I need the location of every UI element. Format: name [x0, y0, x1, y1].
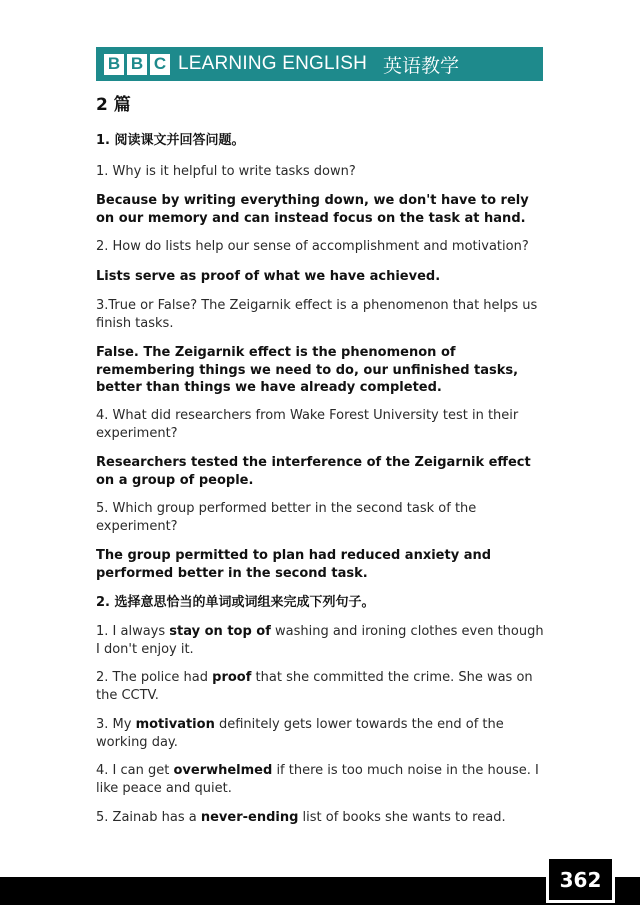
- sentence-2-term: proof: [212, 670, 252, 685]
- bbc-logo-letter: B: [104, 54, 124, 75]
- bbc-logo-letter: C: [150, 54, 170, 75]
- sentence-1-term: stay on top of: [169, 624, 271, 639]
- page-number-box: [546, 856, 615, 903]
- question-1: 1. Why is it helpful to write tasks down?: [96, 164, 356, 179]
- answer-3: False. The Zeigarnik effect is the phenomenon of remembering things we need to do, our unfinished tasks, better than things we have already completed.: [96, 345, 519, 395]
- sentence-1: [96, 623, 546, 658]
- part2-title: 2. 选择意思恰当的单词或词组来完成下列句子。: [96, 595, 375, 610]
- sentence-2-before: 2. The police had: [96, 670, 213, 685]
- sentence-1-after: washing and ironing clothes even though I don't enjoy it.: [96, 624, 544, 657]
- sentence-4-term: overwhelmed: [173, 763, 273, 778]
- part1-title: 1. 阅读课文并回答问题。: [96, 133, 245, 148]
- page-number: 362: [559, 867, 602, 892]
- sentence-3-before: 3. My: [96, 717, 136, 732]
- answer-5: The group permitted to plan had reduced anxiety and performed better in the second task.: [96, 548, 492, 581]
- sentence-5: [96, 809, 546, 827]
- question-5: 5. Which group performed better in the second task of the experiment?: [96, 501, 477, 534]
- sentence-4-after: if there is too much noise in the house. I like peace and quiet.: [96, 763, 539, 796]
- sentence-3-term: motivation: [135, 717, 215, 732]
- sentence-4-before: 4. I can get: [96, 763, 174, 778]
- sentence-5-before: 5. Zainab has a: [96, 810, 201, 825]
- brand-name-chinese: 英语教学: [383, 54, 460, 77]
- sentence-1-before: 1. I always: [96, 624, 170, 639]
- sentence-4: [96, 762, 546, 797]
- question-3: 3.True or False? The Zeigarnik effect is a phenomenon that helps us finish tasks.: [96, 298, 538, 331]
- answer-1: Because by writing everything down, we don't have to rely on our memory and can instead focus on the task at hand.: [96, 193, 529, 226]
- question-4: 4. What did researchers from Wake Forest University test in their experiment?: [96, 408, 519, 441]
- brand-name: LEARNING ENGLISH: [178, 53, 368, 74]
- sentence-5-after: list of books she wants to read.: [298, 810, 506, 825]
- section-title: 2 篇: [96, 95, 131, 115]
- question-2: 2. How do lists help our sense of accomplishment and motivation?: [96, 239, 529, 254]
- bbc-logo-letter: B: [127, 54, 147, 75]
- bbc-learning-english-banner: [96, 47, 543, 81]
- bbc-logo: [104, 54, 170, 75]
- sentence-2: [96, 669, 546, 704]
- sentence-3-after: definitely gets lower towards the end of the working day.: [96, 717, 504, 750]
- sentence-2-after: that she committed the crime. She was on the CCTV.: [96, 670, 533, 703]
- sentence-3: [96, 716, 546, 751]
- footer-bar: [0, 877, 640, 905]
- sentence-5-term: never-ending: [200, 810, 299, 825]
- answer-2: Lists serve as proof of what we have achieved.: [96, 269, 441, 284]
- answer-4: Researchers tested the interference of the Zeigarnik effect on a group of people.: [96, 455, 531, 488]
